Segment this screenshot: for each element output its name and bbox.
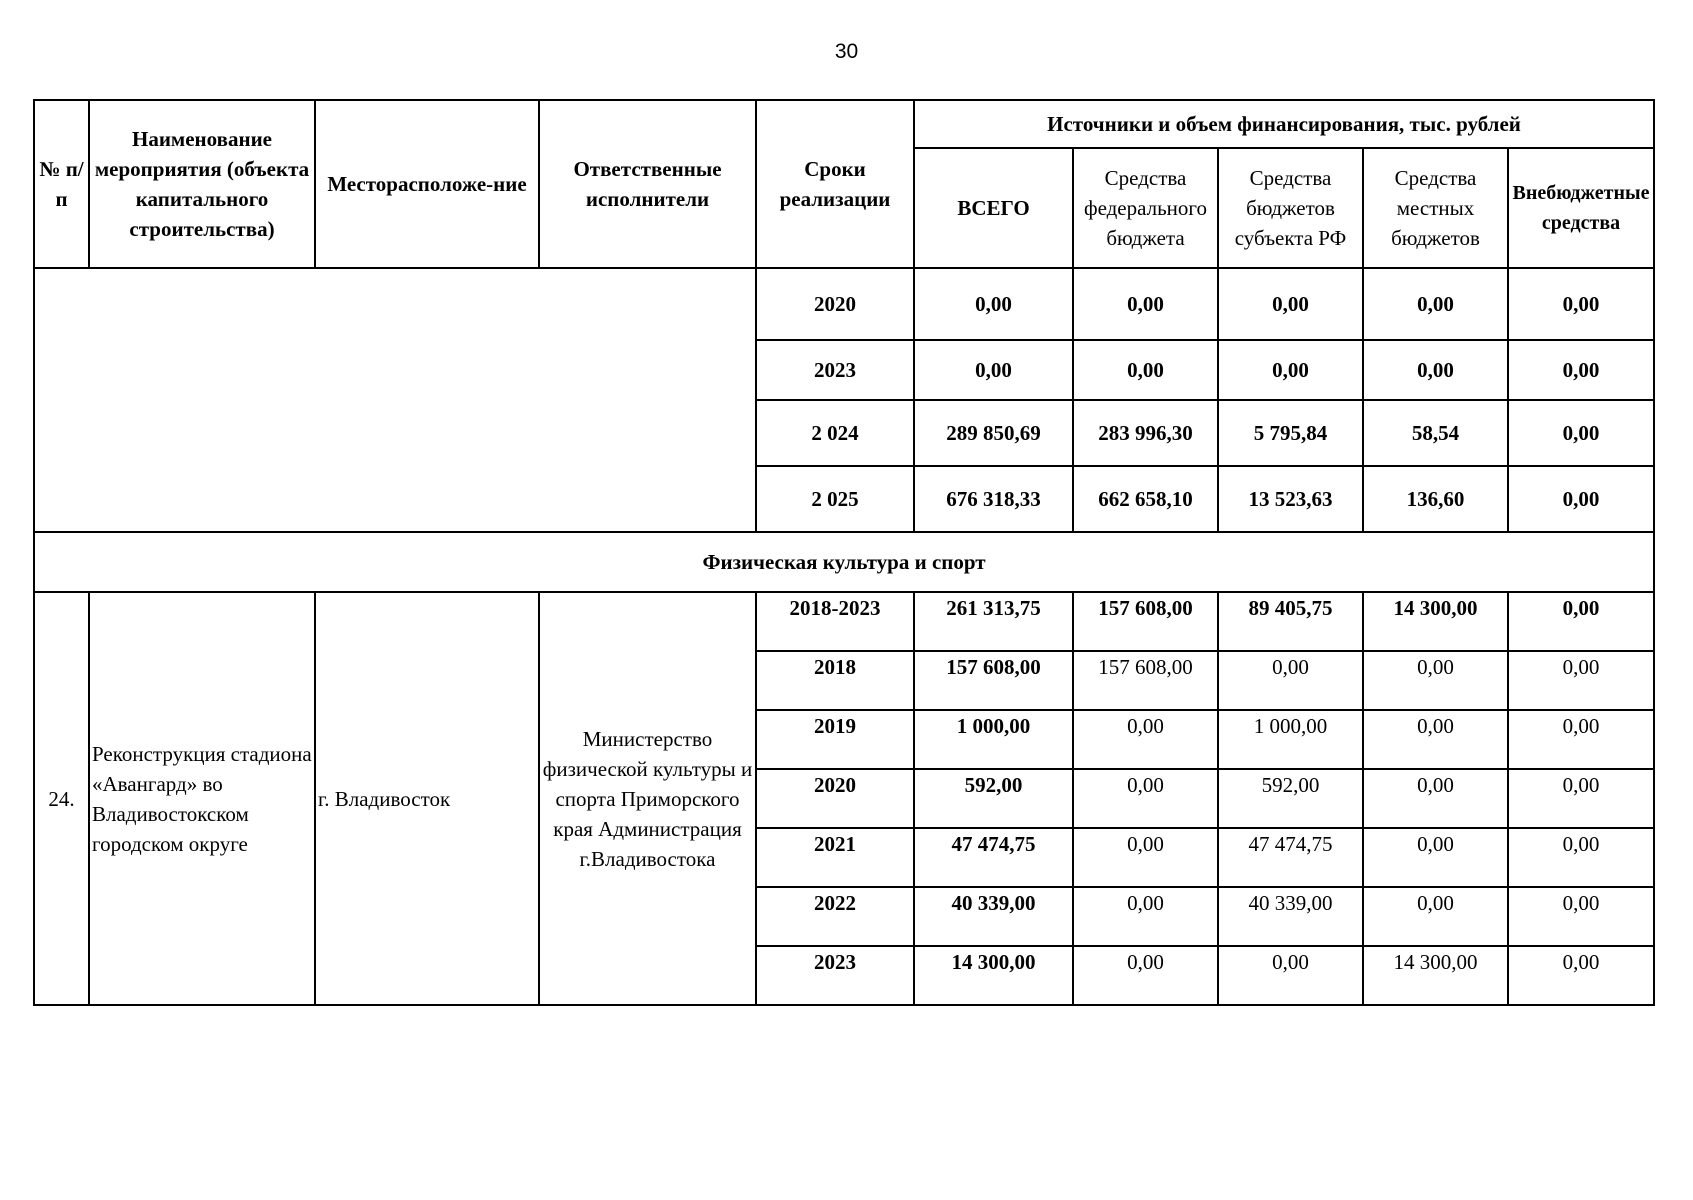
- header-extra: Внебюджетные средства: [1508, 148, 1654, 268]
- federal-cell: 0,00: [1073, 340, 1218, 400]
- period-cell: 2023: [756, 340, 914, 400]
- header-sources-group: Источники и объем финансирования, тыс. рублей: [914, 100, 1654, 148]
- local-cell: 0,00: [1363, 828, 1508, 887]
- federal-cell: 662 658,10: [1073, 466, 1218, 532]
- total-cell: 289 850,69: [914, 400, 1073, 466]
- period-cell: 2019: [756, 710, 914, 769]
- federal-cell: 0,00: [1073, 828, 1218, 887]
- local-cell: 136,60: [1363, 466, 1508, 532]
- total-cell: 261 313,75: [914, 592, 1073, 651]
- federal-cell: 283 996,30: [1073, 400, 1218, 466]
- regional-cell: 5 795,84: [1218, 400, 1363, 466]
- total-cell: 0,00: [914, 340, 1073, 400]
- table-row: [34, 268, 1654, 340]
- table-body: [34, 268, 1654, 1005]
- federal-cell: 0,00: [1073, 946, 1218, 1005]
- total-cell: 40 339,00: [914, 887, 1073, 946]
- header-federal: Средства федерального бюджета: [1073, 148, 1218, 268]
- extra-cell: 0,00: [1508, 400, 1654, 466]
- regional-cell: 0,00: [1218, 340, 1363, 400]
- extra-cell: 0,00: [1508, 887, 1654, 946]
- item-responsible: Министерство физической культуры и спорта Приморского края Администрация г.Владивостока: [539, 592, 756, 1005]
- regional-cell: 592,00: [1218, 769, 1363, 828]
- page-number: 30: [834, 40, 859, 63]
- header-responsible: Ответственные исполнители: [539, 100, 756, 268]
- period-cell: 2020: [756, 769, 914, 828]
- regional-cell: 13 523,63: [1218, 466, 1363, 532]
- local-cell: 0,00: [1363, 651, 1508, 710]
- header-total: ВСЕГО: [914, 148, 1073, 268]
- period-cell: 2022: [756, 887, 914, 946]
- extra-cell: 0,00: [1508, 828, 1654, 887]
- extra-cell: 0,00: [1508, 466, 1654, 532]
- table-row: [34, 592, 1654, 651]
- regional-cell: 47 474,75: [1218, 828, 1363, 887]
- federal-cell: 0,00: [1073, 887, 1218, 946]
- extra-cell: 0,00: [1508, 946, 1654, 1005]
- regional-cell: 40 339,00: [1218, 887, 1363, 946]
- table-header: [34, 100, 1654, 268]
- section-row: [34, 532, 1654, 592]
- regional-cell: 1 000,00: [1218, 710, 1363, 769]
- local-cell: 0,00: [1363, 710, 1508, 769]
- period-cell: 2020: [756, 268, 914, 340]
- total-cell: 676 318,33: [914, 466, 1073, 532]
- total-cell: 0,00: [914, 268, 1073, 340]
- local-cell: 58,54: [1363, 400, 1508, 466]
- header-local: Средства местных бюджетов: [1363, 148, 1508, 268]
- extra-cell: 0,00: [1508, 340, 1654, 400]
- total-cell: 14 300,00: [914, 946, 1073, 1005]
- header-num: № п/п: [34, 100, 89, 268]
- local-cell: 14 300,00: [1363, 946, 1508, 1005]
- federal-cell: 0,00: [1073, 710, 1218, 769]
- header-location: Месторасположе-ние: [315, 100, 539, 268]
- section-title: Физическая культура и спорт: [34, 532, 1654, 592]
- continued-empty-cell: [34, 268, 756, 532]
- period-cell: 2018-2023: [756, 592, 914, 651]
- period-cell: 2018: [756, 651, 914, 710]
- local-cell: 0,00: [1363, 268, 1508, 340]
- header-period: Сроки реализации: [756, 100, 914, 268]
- header-regional: Средства бюджетов субъекта РФ: [1218, 148, 1363, 268]
- period-cell: 2 024: [756, 400, 914, 466]
- federal-cell: 0,00: [1073, 769, 1218, 828]
- regional-cell: 0,00: [1218, 268, 1363, 340]
- local-cell: 14 300,00: [1363, 592, 1508, 651]
- federal-cell: 157 608,00: [1073, 592, 1218, 651]
- item-location: г. Владивосток: [315, 592, 539, 1005]
- extra-cell: 0,00: [1508, 769, 1654, 828]
- regional-cell: 0,00: [1218, 946, 1363, 1005]
- item-name: Реконструкция стадиона «Авангард» во Владивостокском городском округе: [89, 592, 315, 1005]
- federal-cell: 157 608,00: [1073, 651, 1218, 710]
- local-cell: 0,00: [1363, 340, 1508, 400]
- total-cell: 47 474,75: [914, 828, 1073, 887]
- total-cell: 1 000,00: [914, 710, 1073, 769]
- period-cell: 2 025: [756, 466, 914, 532]
- item-number: 24.: [34, 592, 89, 1005]
- period-cell: 2023: [756, 946, 914, 1005]
- total-cell: 592,00: [914, 769, 1073, 828]
- extra-cell: 0,00: [1508, 710, 1654, 769]
- local-cell: 0,00: [1363, 887, 1508, 946]
- financing-table: [33, 99, 1655, 1006]
- extra-cell: 0,00: [1508, 592, 1654, 651]
- federal-cell: 0,00: [1073, 268, 1218, 340]
- extra-cell: 0,00: [1508, 651, 1654, 710]
- extra-cell: 0,00: [1508, 268, 1654, 340]
- regional-cell: 89 405,75: [1218, 592, 1363, 651]
- regional-cell: 0,00: [1218, 651, 1363, 710]
- period-cell: 2021: [756, 828, 914, 887]
- local-cell: 0,00: [1363, 769, 1508, 828]
- total-cell: 157 608,00: [914, 651, 1073, 710]
- header-name: Наименование мероприятия (объекта капитального строительства): [89, 100, 315, 268]
